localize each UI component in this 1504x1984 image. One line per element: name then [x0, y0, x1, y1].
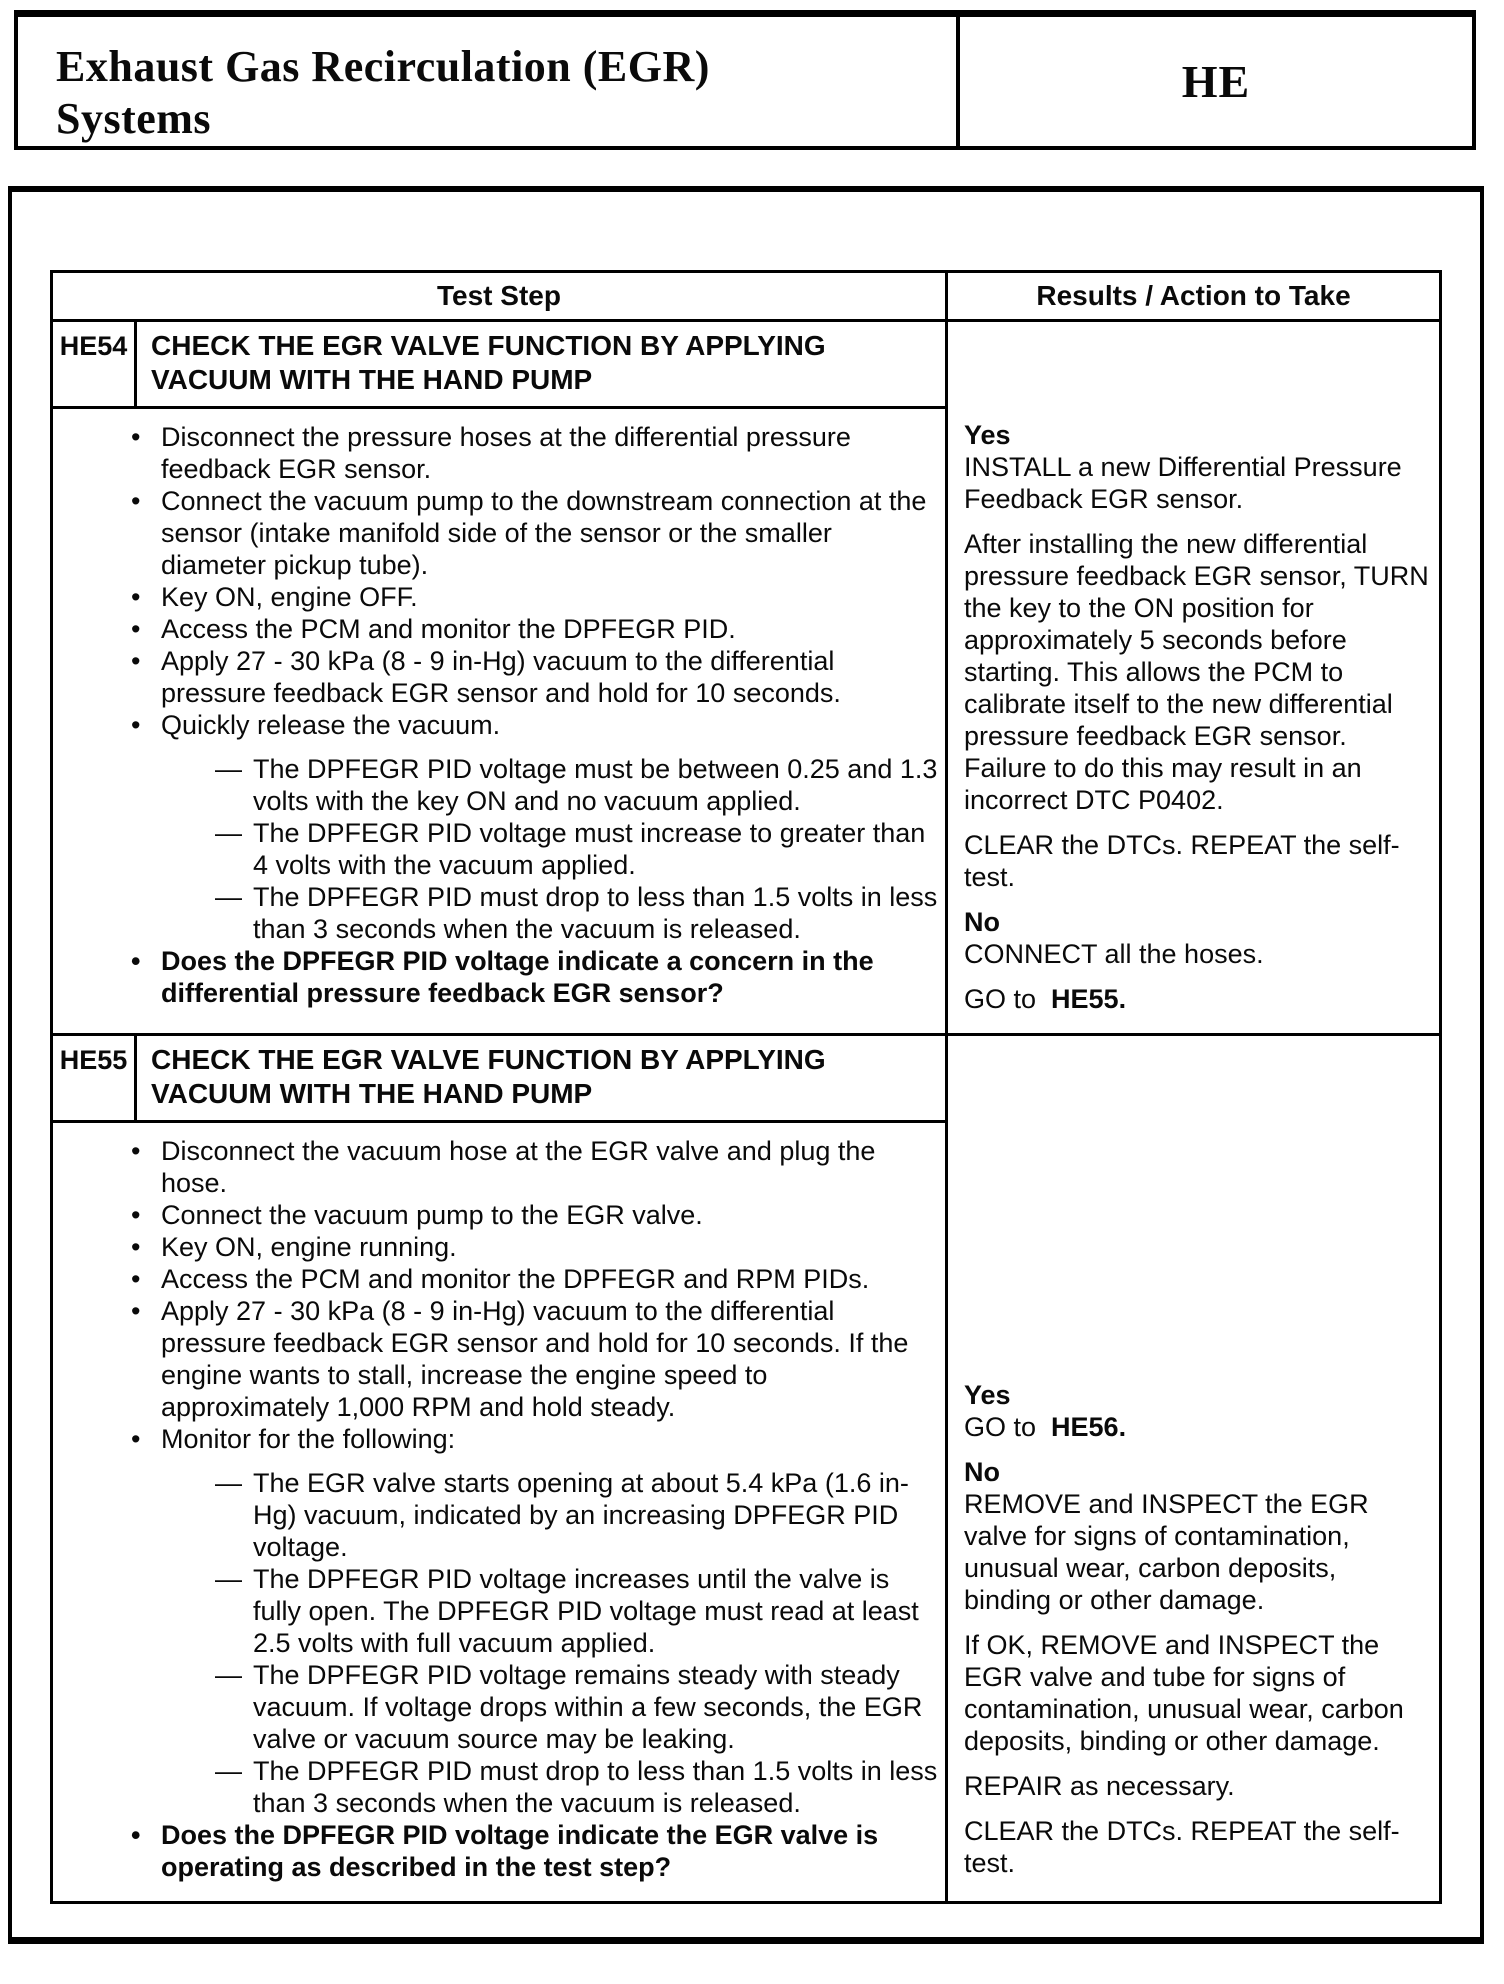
result-paragraph	[964, 1770, 1429, 1802]
test-step-section	[53, 322, 1439, 1033]
instruction-item	[131, 485, 939, 581]
bullet-marker: •	[131, 1200, 141, 1230]
result-paragraph	[964, 1411, 1429, 1443]
step-title: CHECK THE EGR VALVE FUNCTION BY APPLYING VACUUM WITH THE HAND PUMP	[151, 1044, 826, 1109]
dash-marker: —	[215, 1756, 242, 1786]
sub-instruction-item	[215, 1467, 939, 1563]
instruction-item	[131, 1199, 939, 1231]
column-header-test-step: Test Step	[53, 273, 948, 319]
bullet-marker: •	[131, 614, 141, 644]
result-bold-text: No	[964, 907, 1000, 937]
instruction-text: Does the DPFEGR PID voltage indicate the EGR valve is operating as described in the test step?	[161, 1820, 879, 1882]
pinpoint-test-table	[50, 270, 1442, 1904]
result-paragraph	[964, 1629, 1429, 1757]
dash-marker: —	[215, 1660, 242, 1690]
bullet-marker: •	[131, 582, 141, 612]
instruction-item	[131, 709, 939, 741]
instruction-text: The EGR valve starts opening at about 5.4 kPa (1.6 in-Hg) vacuum, indicated by an increasing DPFEGR PID voltage.	[253, 1468, 909, 1562]
instruction-text: Key ON, engine running.	[161, 1232, 457, 1262]
result-paragraph	[964, 419, 1429, 451]
result-bold-text: Yes	[964, 420, 1011, 450]
instruction-text: Disconnect the pressure hoses at the differential pressure feedback EGR sensor.	[161, 422, 851, 484]
instruction-text: Disconnect the vacuum hose at the EGR valve and plug the hose.	[161, 1136, 876, 1198]
result-text: If OK, REMOVE and INSPECT the EGR valve and tube for signs of contamination, unusual wear, carbon deposits, binding or other damage.	[964, 1630, 1404, 1756]
test-step-cell	[53, 322, 948, 1033]
result-text: After installing the new differential pressure feedback EGR sensor, TURN the key to the ON position for approximately 5 seconds before starting. This allows the PCM to calibrate itself to the new differential pressure feedback EGR sensor. Failure to do this may result in an incorrect DTC P0402.	[964, 529, 1429, 815]
result-bold-text: HE56.	[1051, 1412, 1127, 1442]
instruction-text: The DPFEGR PID voltage increases until the valve is fully open. The DPFEGR PID voltage must read at least 2.5 volts with full vacuum applied.	[253, 1564, 919, 1658]
instruction-item	[131, 1135, 939, 1199]
instruction-text: Quickly release the vacuum.	[161, 710, 501, 740]
dash-marker: —	[215, 1468, 242, 1498]
test-step-cell	[53, 1036, 948, 1901]
result-paragraph	[964, 906, 1429, 938]
step-instructions	[53, 409, 945, 1027]
bullet-marker: •	[131, 1136, 141, 1166]
instruction-text: Key ON, engine OFF.	[161, 582, 418, 612]
sub-instruction-item	[215, 817, 939, 881]
result-text: CLEAR the DTCs. REPEAT the self-test.	[964, 830, 1400, 892]
step-title: CHECK THE EGR VALVE FUNCTION BY APPLYING VACUUM WITH THE HAND PUMP	[151, 330, 826, 395]
step-instructions	[53, 1123, 945, 1901]
instruction-item	[131, 1231, 939, 1263]
result-paragraph	[964, 1456, 1429, 1488]
dash-marker: —	[215, 818, 242, 848]
instruction-item	[131, 945, 939, 1009]
instruction-text: Apply 27 - 30 kPa (8 - 9 in-Hg) vacuum to the differential pressure feedback EGR sensor and hold for 10 seconds.	[161, 646, 841, 708]
result-paragraph	[964, 451, 1429, 515]
section-code-cell	[956, 17, 1472, 146]
result-text: GO to	[964, 1412, 1052, 1442]
instruction-text: Access the PCM and monitor the DPFEGR PID.	[161, 614, 736, 644]
bullet-marker: •	[131, 1296, 141, 1326]
instruction-item	[131, 1423, 939, 1455]
step-id: HE54	[53, 322, 137, 406]
sub-instruction-item	[215, 881, 939, 945]
bullet-marker: •	[131, 710, 141, 740]
section-code: HE	[1181, 56, 1251, 107]
instruction-item	[131, 613, 939, 645]
table-header-row	[53, 273, 1439, 322]
sub-instruction-item	[215, 1563, 939, 1659]
content-frame	[8, 186, 1484, 1944]
result-paragraph	[964, 983, 1429, 1015]
sub-instruction-item	[215, 753, 939, 817]
instruction-item	[131, 421, 939, 485]
result-bold-text: HE55.	[1051, 984, 1127, 1014]
instruction-item	[131, 581, 939, 613]
result-text: CLEAR the DTCs. REPEAT the self-test.	[964, 1816, 1400, 1878]
result-paragraph	[964, 938, 1429, 970]
result-text: INSTALL a new Differential Pressure Feedback EGR sensor.	[964, 452, 1402, 514]
page-title-cell	[18, 17, 956, 146]
result-paragraph	[964, 829, 1429, 893]
instruction-text: The DPFEGR PID voltage remains steady with steady vacuum. If voltage drops within a few seconds, the EGR valve or vacuum source may be leaking.	[253, 1660, 923, 1754]
result-paragraph	[964, 1815, 1429, 1879]
step-results-cell	[948, 1036, 1439, 1901]
sub-instruction-item	[215, 1755, 939, 1819]
instruction-text: Connect the vacuum pump to the EGR valve.	[161, 1200, 703, 1230]
instruction-text: Access the PCM and monitor the DPFEGR and RPM PIDs.	[161, 1264, 870, 1294]
instruction-text: The DPFEGR PID voltage must increase to greater than 4 volts with the vacuum applied.	[253, 818, 926, 880]
instruction-text: Connect the vacuum pump to the downstream connection at the sensor (intake manifold side of the sensor or the smaller diameter pickup tube).	[161, 486, 927, 580]
dash-marker: —	[215, 754, 242, 784]
result-bold-text: No	[964, 1457, 1000, 1487]
dash-marker: —	[215, 1564, 242, 1594]
column-header-results: Results / Action to Take	[1036, 280, 1351, 311]
instruction-item	[131, 1295, 939, 1423]
instruction-item	[131, 1263, 939, 1295]
result-bold-text: Yes	[964, 1380, 1011, 1410]
bullet-marker: •	[131, 486, 141, 516]
step-results-cell	[948, 322, 1439, 1033]
result-paragraph	[964, 1488, 1429, 1616]
instruction-item	[131, 1819, 939, 1883]
bullet-marker: •	[131, 1820, 141, 1850]
instruction-text: The DPFEGR PID must drop to less than 1.5 volts in less than 3 seconds when the vacuum is released.	[253, 882, 938, 944]
bullet-marker: •	[131, 1264, 141, 1294]
bullet-marker: •	[131, 946, 141, 976]
instruction-item	[131, 645, 939, 709]
result-paragraph	[964, 1379, 1429, 1411]
bullet-marker: •	[131, 646, 141, 676]
result-paragraph	[964, 528, 1429, 816]
instruction-text: The DPFEGR PID must drop to less than 1.5 volts in less than 3 seconds when the vacuum is released.	[253, 1756, 938, 1818]
page-header	[14, 10, 1476, 150]
page-title: Exhaust Gas Recirculation (EGR) Systems	[56, 42, 710, 143]
result-text: CONNECT all the hoses.	[964, 939, 1264, 969]
instruction-text: Apply 27 - 30 kPa (8 - 9 in-Hg) vacuum to the differential pressure feedback EGR sensor and hold for 10 seconds. If the engine wants to stall, increase the engine speed to approximately 1,000 RPM and hold steady.	[161, 1296, 909, 1422]
bullet-marker: •	[131, 1424, 141, 1454]
bullet-marker: •	[131, 1232, 141, 1262]
instruction-text: Does the DPFEGR PID voltage indicate a concern in the differential pressure feedback EGR sensor?	[161, 946, 874, 1008]
instruction-text: Monitor for the following:	[161, 1424, 456, 1454]
step-title-row	[53, 1036, 945, 1123]
sub-instruction-item	[215, 1659, 939, 1755]
result-text: REMOVE and INSPECT the EGR valve for signs of contamination, unusual wear, carbon deposits, binding or other damage.	[964, 1489, 1369, 1615]
result-text: REPAIR as necessary.	[964, 1771, 1235, 1801]
step-id: HE55	[53, 1036, 137, 1120]
step-title-row	[53, 322, 945, 409]
dash-marker: —	[215, 882, 242, 912]
bullet-marker: •	[131, 422, 141, 452]
test-step-sections	[53, 322, 1439, 1901]
instruction-text: The DPFEGR PID voltage must be between 0.25 and 1.3 volts with the key ON and no vacuum applied.	[253, 754, 938, 816]
result-text: GO to	[964, 984, 1052, 1014]
test-step-section	[53, 1033, 1439, 1901]
